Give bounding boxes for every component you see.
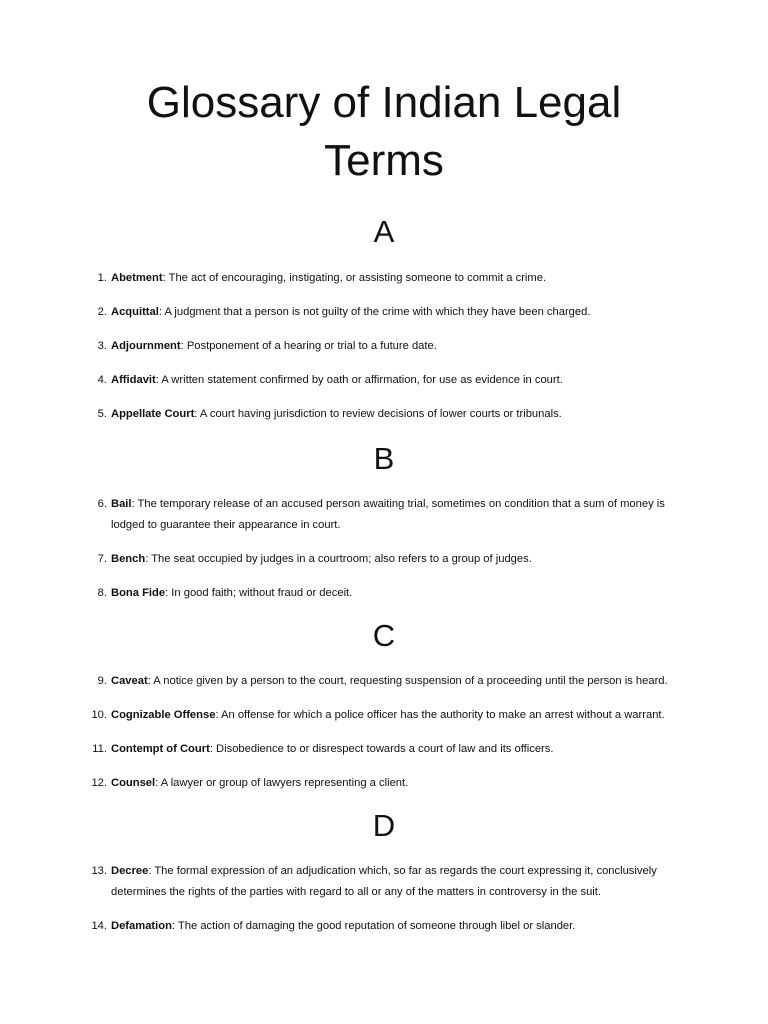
- term-definition: : The formal expression of an adjudication which, so far as regards the court expressing it, conclusively determines the rights of the parties with regard to all or any of the matters in controversy in the suit.: [111, 865, 657, 898]
- term-name: Contempt of Court: [111, 743, 210, 755]
- glossary-entry: [78, 671, 690, 692]
- glossary-entry: [78, 705, 690, 726]
- section-heading: C: [372, 618, 396, 653]
- term-definition: : The act of encouraging, instigating, or assisting someone to commit a crime.: [162, 272, 547, 284]
- glossary-entry: [78, 549, 690, 570]
- term-name: Caveat: [111, 675, 148, 687]
- section-heading: D: [372, 808, 396, 843]
- term-definition: : An offense for which a police officer has the authority to make an arrest without a warrant.: [215, 709, 665, 721]
- term-list: [78, 861, 690, 937]
- term-name: Bona Fide: [111, 587, 166, 599]
- term-name: Bench: [111, 553, 146, 565]
- term-definition: : The seat occupied by judges in a courtroom; also refers to a group of judges.: [145, 553, 532, 565]
- entry-number: 3.: [97, 340, 107, 352]
- entry-number: 5.: [97, 408, 107, 420]
- section-c: [78, 618, 690, 794]
- entry-number: 10.: [91, 709, 107, 721]
- term-name: Counsel: [111, 777, 156, 789]
- entry-number: 14.: [91, 920, 107, 932]
- glossary-entry: [78, 773, 690, 794]
- term-name: Acquittal: [111, 306, 159, 318]
- glossary-entry: [78, 494, 690, 536]
- term-definition: : Disobedience to or disrespect towards a court of law and its officers.: [209, 743, 554, 755]
- glossary-entry: [78, 583, 690, 604]
- glossary-entry: [78, 370, 690, 391]
- section-heading: A: [373, 214, 395, 249]
- entry-number: 6.: [97, 498, 107, 510]
- term-definition: : A written statement confirmed by oath or affirmation, for use as evidence in court.: [155, 374, 563, 386]
- glossary-entry: [78, 861, 690, 903]
- entry-number: 1.: [97, 272, 107, 284]
- term-definition: : In good faith; without fraud or deceit.: [165, 587, 353, 599]
- entry-number: 4.: [97, 374, 107, 386]
- entry-number: 12.: [91, 777, 107, 789]
- entry-number: 11.: [92, 743, 107, 755]
- term-name: Defamation: [111, 920, 172, 932]
- term-definition: : The temporary release of an accused person awaiting trial, sometimes on condition that a sum of money is lodged to guarantee their appearance in court.: [111, 498, 665, 531]
- term-name: Cognizable Offense: [111, 709, 216, 721]
- glossary-entry: [78, 404, 690, 425]
- term-definition: : A lawyer or group of lawyers representing a client.: [155, 777, 409, 789]
- term-name: Affidavit: [111, 374, 156, 386]
- term-name: Appellate Court: [111, 408, 195, 420]
- entry-number: 8.: [97, 587, 107, 599]
- term-name: Abetment: [111, 272, 163, 284]
- section-heading: B: [373, 441, 395, 476]
- entry-number: 7.: [97, 553, 107, 565]
- glossary-entry: [78, 739, 690, 760]
- term-list: [78, 671, 690, 794]
- glossary-entry: [78, 916, 690, 937]
- term-name: Adjournment: [111, 340, 181, 352]
- glossary-entry: [78, 302, 690, 323]
- term-definition: : A notice given by a person to the court, requesting suspension of a proceeding until the person is heard.: [147, 675, 668, 687]
- entry-number: 13.: [91, 865, 107, 877]
- term-definition: : A judgment that a person is not guilty of the crime with which they have been charged.: [158, 306, 591, 318]
- term-definition: : A court having jurisdiction to review decisions of lower courts or tribunals.: [194, 408, 562, 420]
- entry-number: 2.: [97, 306, 107, 318]
- section-b: [78, 441, 690, 604]
- section-a: [78, 214, 690, 425]
- document-title: Glossary of Indian Legal Terms: [146, 78, 622, 185]
- entry-number: 9.: [97, 675, 107, 687]
- glossary-entry: [78, 336, 690, 357]
- term-list: [78, 494, 690, 604]
- section-d: [78, 808, 690, 937]
- term-list: [78, 268, 690, 425]
- term-definition: : The action of damaging the good reputation of someone through libel or slander.: [171, 920, 576, 932]
- term-name: Decree: [111, 865, 149, 877]
- term-definition: : Postponement of a hearing or trial to a future date.: [180, 340, 437, 352]
- term-name: Bail: [111, 498, 132, 510]
- glossary-entry: [78, 268, 690, 289]
